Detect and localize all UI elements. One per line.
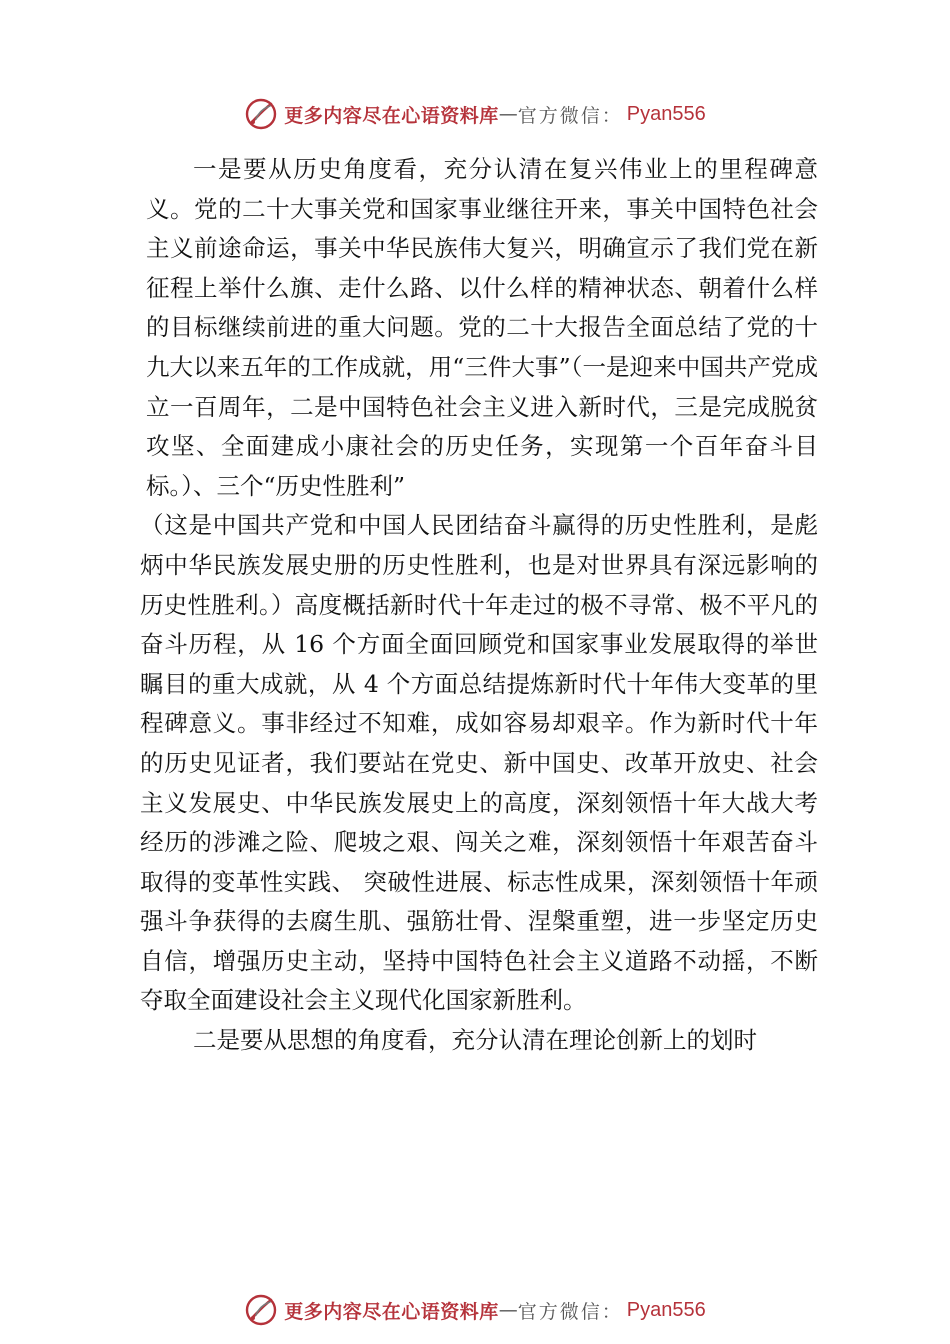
paragraph-2: （这是中国共产党和中国人民团结奋斗赢得的历史性胜利，是彪炳中华民族发展史册的历史性胜利，也是对世界具有深远影响的历史性胜利。）高度概括新时代十年走过的极不寻常、极不平凡的奋斗历程，从 16 个方面全面回顾党和国家事业发展取得的举世瞩目的重大成就，从 4 个方面总结提炼新时代十年伟大变革的里程碑意义。事非经过不知难，成如容易却艰辛。作为新时代十年的历史见证者，我们要站在党史、新中国史、改革开放史、社会主义发展史、中华民族发展史上的高度，深刻领悟十年大战大考经历的涉滩之险、爬坡之艰、闯关之难，深刻领悟十年艰苦奋斗取得的变革性实践、 突破性进展、标志性成果，深刻领悟十年顽强斗争获得的去腐生肌、强筋壮骨、涅槃重塑，进一步坚定历史自信，增强历史主动，坚持中国特色社会主义道路不动摇，不断夺取全面建设社会主义现代化国家新胜利。 bbox=[140, 511, 818, 1015]
header-wechat-label: 官方微信： bbox=[517, 104, 623, 127]
header-wechat-id: Pyan556 bbox=[626, 102, 706, 125]
header-separator: — bbox=[498, 103, 518, 125]
footer-wechat-id: Pyan556 bbox=[626, 1298, 706, 1321]
document-body bbox=[140, 150, 818, 1061]
quill-seal-icon bbox=[244, 1293, 278, 1327]
paragraph-3: 二是要从思想的角度看，充分认清在理论创新上的划时 bbox=[193, 1026, 757, 1055]
footer-banner bbox=[0, 1290, 950, 1330]
quill-seal-icon bbox=[244, 97, 278, 131]
footer-wechat-label: 官方微信： bbox=[517, 1300, 623, 1323]
header-brand: 更多内容尽在心语资料库 bbox=[284, 104, 499, 127]
footer-separator: — bbox=[498, 1299, 518, 1321]
footer-brand: 更多内容尽在心语资料库 bbox=[284, 1300, 499, 1323]
paragraph-1: 一是要从历史角度看，充分认清在复兴伟业上的里程碑意义。党的二十大事关党和国家事业继往开来，事关中国特色社会主义前途命运，事关中华民族伟大复兴，明确宣示了我们党在新征程上举什么旗、走什么路、以什么样的精神状态、朝着什么样的目标继续前进的重大问题。党的二十大报告全面总结了党的十九大以来五年的工作成就，用“三件大事”（一是迎来中国共产党成立一百周年，二是中国特色社会主义进入新时代，三是完成脱贫攻坚、全面建成小康社会的历史任务，实现第一个百年奋斗目标。）、三个“历史性胜利” bbox=[146, 155, 818, 500]
header-banner bbox=[0, 94, 950, 134]
